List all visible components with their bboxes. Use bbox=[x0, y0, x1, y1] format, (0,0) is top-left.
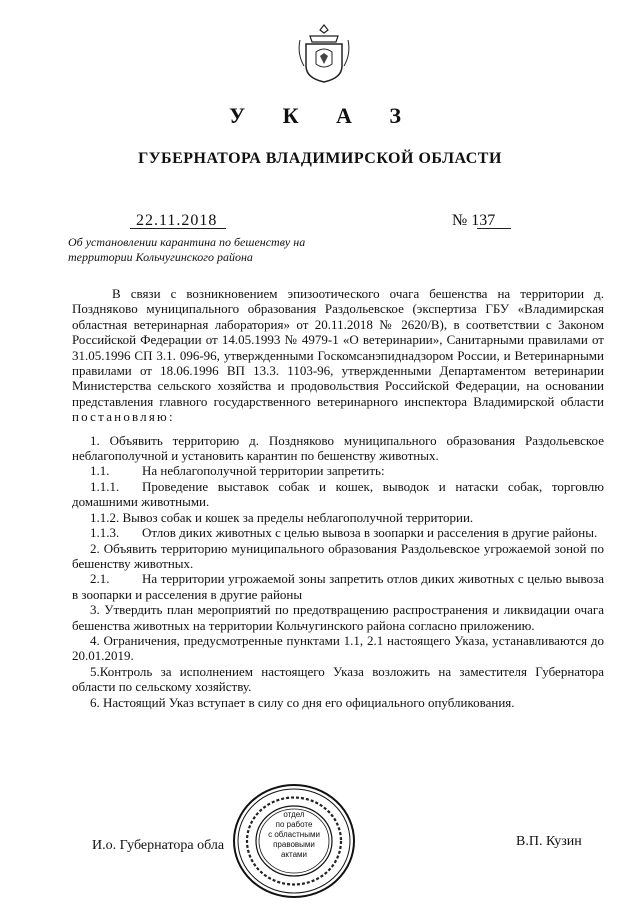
item-1-1-3-number: 1.1.3. bbox=[90, 525, 120, 541]
document-number: № 137 bbox=[452, 212, 496, 229]
intro-paragraph bbox=[72, 286, 604, 425]
item-5: 5.Контроль за исполнением настоящего Указа возложить на заместителя Губернатора области по сельскому хозяйству. bbox=[72, 663, 604, 695]
item-1-1 bbox=[72, 463, 604, 478]
item-1-1-3-text: Отлов диких животных с целью вывоза в зоопарки и расселения в другие районы. bbox=[142, 525, 598, 541]
stamp-line: с областными bbox=[268, 830, 320, 839]
decree-word: постановляю: bbox=[72, 409, 175, 425]
item-4: 4. Ограничения, предусмотренные пунктами 1.1, 2.1 настоящего Указа, устанавливаются до 20.01.2019. bbox=[72, 632, 604, 664]
item-1-1-2: 1.1.2. Вывоз собак и кошек за пределы неблагополучной территории. bbox=[90, 509, 474, 525]
item-1-1-1 bbox=[72, 479, 604, 510]
stamp-line: по работе bbox=[275, 820, 313, 829]
stamp-center-text bbox=[232, 810, 356, 860]
item-1-1-number: 1.1. bbox=[90, 463, 110, 479]
document-title: У К А З bbox=[228, 103, 418, 128]
item-2-1 bbox=[72, 571, 604, 602]
intro-text: В связи с возникновением эпизоотического очага бешенства на территории д. Позднякoво муниципального образования Раздольевское (экспертиза ГБУ «Владимирская областная ветеринарная лаборатория» от 20.11.2018 № 2620/В), в соответствии с Законом Российской Федерации от 14.05.1993 № 4979-1 «О ветеринарии», Санитарными правилами от 31.05.1996 СП 3.1. 096-96, утвержденными Госкомсанэпиднадзором России, и Ветеринарными правилами от 18.06.1996 ВП 13.3. 1103-96, утвержденными Департаментом ветеринарии Министерства сельского хозяйства и продовольствия Российской Федерации, на основании представления главного государственного ветеринарного инспектора Владимирской области bbox=[72, 286, 604, 409]
stamp-line: правовыми bbox=[273, 840, 315, 849]
item-1-1-3 bbox=[72, 525, 604, 540]
document-date: 22.11.2018 bbox=[136, 212, 218, 229]
document-body bbox=[72, 286, 604, 710]
item-1-1-1-text: Проведение выставок собак и кошек, выводок и натаски собак, торговлю домашними животными. bbox=[72, 478, 604, 510]
item-2: 2. Объявить территорию муниципального образования Раздольевское угрожаемой зоной по бешенству животных. bbox=[72, 540, 604, 571]
number-underline bbox=[477, 228, 511, 229]
item-1: 1. Объявить территорию д. Поздняково муниципального образования Раздольевское неблагополучной и установить карантин по бешенству животных. bbox=[72, 432, 604, 464]
coat-of-arms-emblem bbox=[296, 22, 352, 86]
document-about: Об установлении карантина по бешенству на территории Кольчугинского района bbox=[68, 235, 306, 264]
stamp-line: отдел bbox=[283, 810, 305, 819]
signatory-name: В.П. Кузин bbox=[516, 834, 582, 849]
item-6: 6. Настоящий Указ вступает в силу со дня его официального опубликования. bbox=[90, 694, 515, 710]
item-2-1-text: На территории угрожаемой зоны запретить отлов диких животных с целью вывоза в зоопарки и расселения в другие районы bbox=[72, 571, 604, 602]
stamp-line: актами bbox=[280, 850, 308, 859]
item-3: 3. Утвердить план мероприятий по предотвращению распространения и ликвидации очага бешенства животных на территории Кольчугинского района согласно приложению. bbox=[72, 602, 604, 633]
item-2-1-number: 2.1. bbox=[90, 571, 110, 587]
signatory-title: И.о. Губернатора обла bbox=[92, 838, 225, 853]
date-underline bbox=[130, 228, 226, 229]
item-1-1-1-number: 1.1.1. bbox=[90, 478, 120, 494]
document-subtitle: ГУБЕРНАТОРА ВЛАДИМИРСКОЙ ОБЛАСТИ bbox=[138, 150, 502, 167]
item-1-1-text: На неблагополучной территории запретить: bbox=[142, 463, 385, 479]
